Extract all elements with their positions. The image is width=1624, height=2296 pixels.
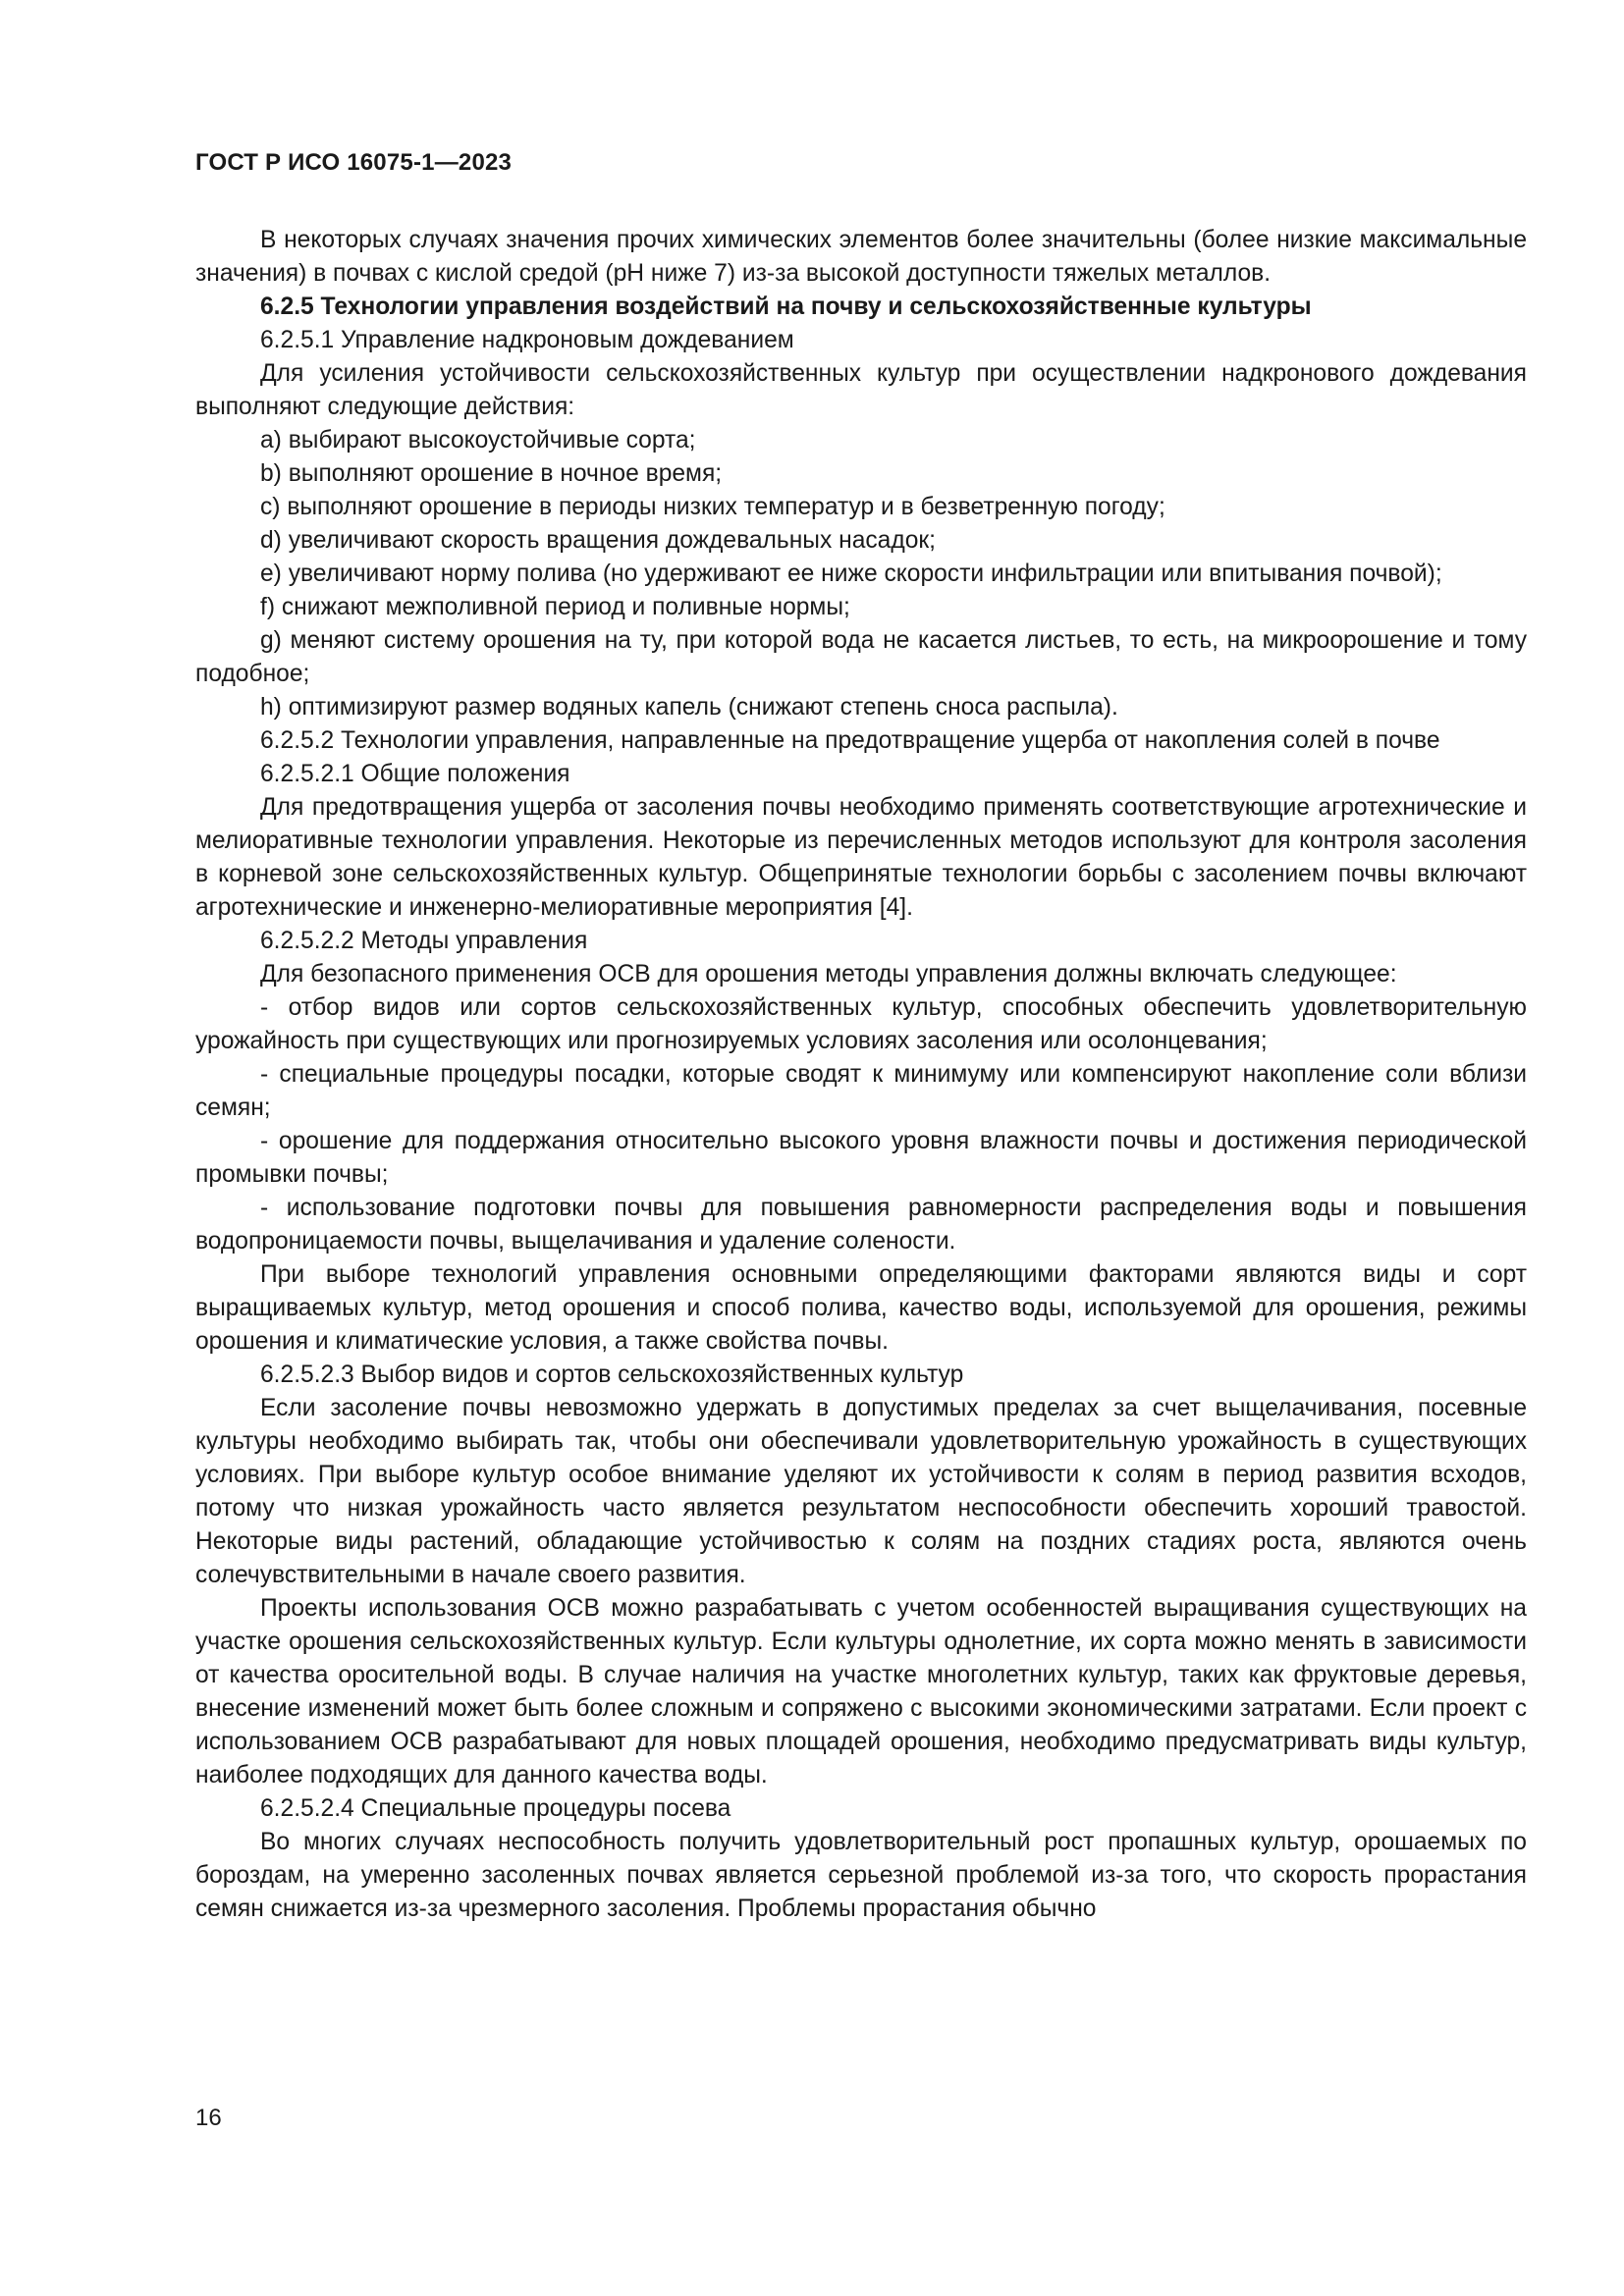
paragraph: Если засоление почвы невозможно удержать в допустимых пределах за счет выщелачивания, посевные культуры необходимо выбирать так, чтобы они обеспечивали удовлетворительную урожайность в существующих условиях. При выборе культур особое внимание уделяют их устойчивости к солям в период развития всходов, потому что низкая урожайность часто является результатом неспособности обеспечить хороший травостой. Некоторые виды растений, обладающие устойчивостью к солям на поздних стадиях роста, являются очень солечувствительными в начале своего развития. bbox=[195, 1395, 1527, 1588]
subsection-heading: 6.2.5.2 Технологии управления, направленные на предотвращение ущерба от накопления солей в почве bbox=[260, 727, 1440, 754]
paragraph: Для безопасного применения ОСВ для орошения методы управления должны включать следующее: bbox=[260, 961, 1397, 988]
subsection-heading: 6.2.5.1 Управление надкроновым дождеванием bbox=[260, 327, 794, 353]
subsection-heading: 6.2.5.2.4 Специальные процедуры посева bbox=[260, 1795, 731, 1822]
subsection-heading: 6.2.5.2.3 Выбор видов и сортов сельскохозяйственных культур bbox=[260, 1362, 964, 1388]
list-item: b) выполняют орошение в ночное время; bbox=[260, 460, 723, 487]
paragraph: Для предотвращения ущерба от засоления почвы необходимо применять соответствующие агротехнические и мелиоративные технологии управления. Некоторые из перечисленных методов используют для контроля засоления в корневой зоне сельскохозяйственных культур. Общепринятые технологии борьбы с засолением почвы включают агротехнические и инженерно-мелиоративные мероприятия [4]. bbox=[195, 794, 1527, 921]
list-item: a) выбирают высокоустойчивые сорта; bbox=[260, 427, 696, 454]
paragraph: При выборе технологий управления основными определяющими факторами являются виды и сорт выращиваемых культур, метод орошения и способ полива, качество воды, используемой для орошения, режимы орошения и климатические условия, а также свойства почвы. bbox=[195, 1261, 1527, 1355]
list-item: c) выполняют орошение в периоды низких температур и в безветренную погоду; bbox=[260, 494, 1165, 520]
paragraph: Во многих случаях неспособность получить удовлетворительный рост пропашных культур, орошаемых по бороздам, на умеренно засоленных почвах является серьезной проблемой из-за того, что скорость прорастания семян снижается из-за чрезмерного засоления. Проблемы прорастания обычно bbox=[195, 1829, 1527, 1922]
list-item: - отбор видов или сортов сельскохозяйственных культур, способных обеспечить удовлетворительную урожайность при существующих или прогнозируемых условиях засоления или осолонцевания; bbox=[195, 994, 1527, 1054]
page-number: 16 bbox=[195, 2105, 222, 2131]
list-item: e) увеличивают норму полива (но удерживают ее ниже скорости инфильтрации или впитывания почвой); bbox=[260, 561, 1442, 587]
list-item: h) оптимизируют размер водяных капель (снижают степень сноса распыла). bbox=[260, 694, 1118, 721]
list-item: d) увеличивают скорость вращения дождевальных насадок; bbox=[260, 527, 936, 554]
subsection-heading: 6.2.5.2.1 Общие положения bbox=[260, 761, 570, 787]
section-heading: 6.2.5 Технологии управления воздействий на почву и сельскохозяйственные культуры bbox=[260, 294, 1312, 320]
paragraph: Проекты использования ОСВ можно разрабатывать с учетом особенностей выращивания существующих на участке орошения сельскохозяйственных культур. Если культуры однолетние, их сорта можно менять в зависимости от качества оросительной воды. В случае наличия на участке многолетних культур, таких как фруктовые деревья, внесение изменений может быть более сложным и сопряжено с высокими экономическими затратами. Если проект с использованием ОСВ разрабатывают для новых площадей орошения, необходимо предусматривать виды культур, наиболее подходящих для данного качества воды. bbox=[195, 1595, 1527, 1789]
list-item: - использование подготовки почвы для повышения равномерности распределения воды и повышения водопроницаемости почвы, выщелачивания и удаление солености. bbox=[195, 1195, 1527, 1255]
list-item: - специальные процедуры посадки, которые сводят к минимуму или компенсируют накопление соли вблизи семян; bbox=[195, 1061, 1527, 1121]
list-item: f) снижают межполивной период и поливные нормы; bbox=[260, 594, 850, 620]
paragraph: Для усиления устойчивости сельскохозяйственных культур при осуществлении надкронового дождевания выполняют следующие действия: bbox=[195, 360, 1527, 420]
subsection-heading: 6.2.5.2.2 Методы управления bbox=[260, 928, 588, 954]
document-header: ГОСТ Р ИСО 16075-1—2023 bbox=[195, 149, 513, 176]
paragraph: В некоторых случаях значения прочих химических элементов более значительны (более низкие максимальные значения) в почвах с кислой средой (pH ниже 7) из-за высокой доступности тяжелых металлов. bbox=[195, 227, 1527, 287]
document-body bbox=[195, 224, 1527, 1926]
list-item: - орошение для поддержания относительно высокого уровня влажности почвы и достижения периодической промывки почвы; bbox=[195, 1128, 1527, 1188]
list-item: g) меняют систему орошения на ту, при которой вода не касается листьев, то есть, на микроорошение и тому подобное; bbox=[195, 627, 1527, 687]
